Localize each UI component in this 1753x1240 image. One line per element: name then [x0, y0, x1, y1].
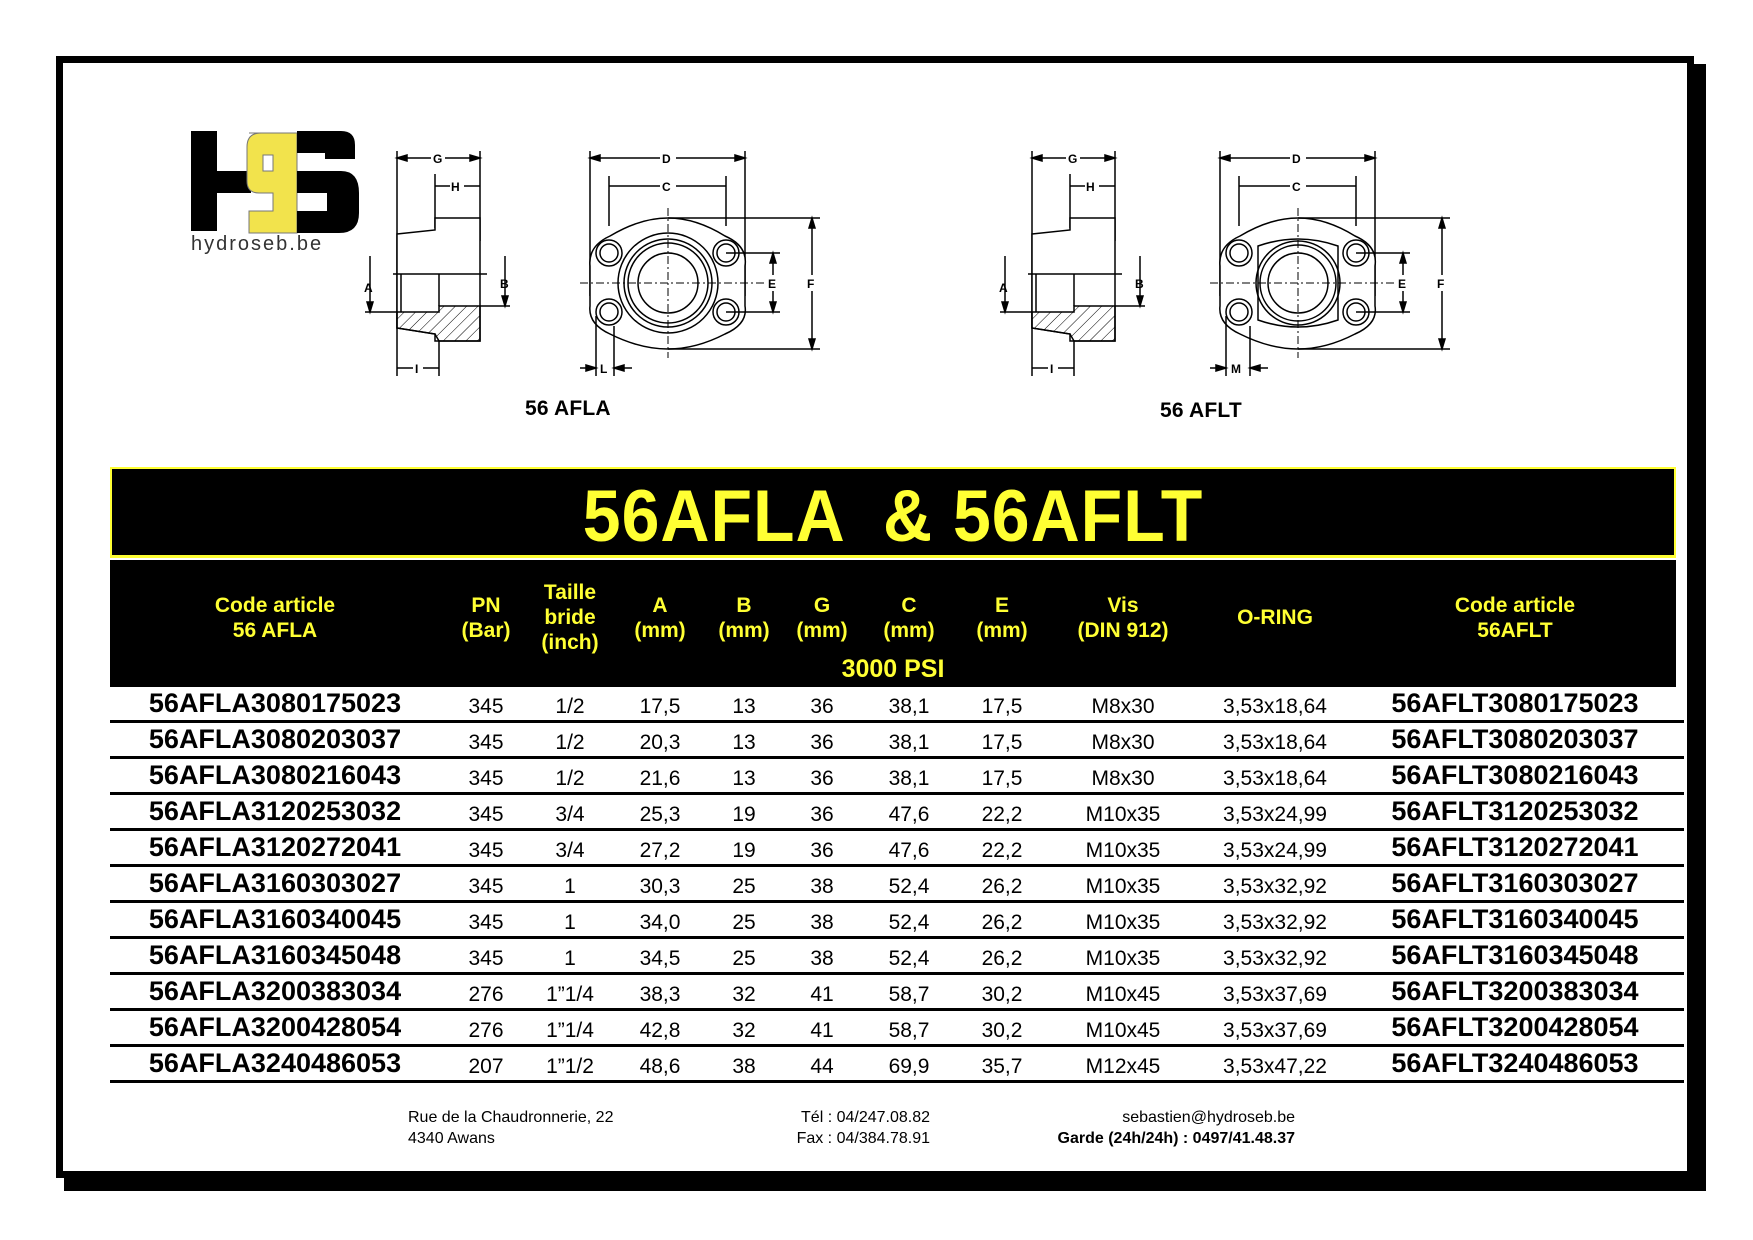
cell-a: 42,8 [639, 1019, 681, 1042]
cell-e: 22,2 [981, 839, 1023, 862]
header-b: B (mm) [718, 593, 770, 642]
cell-taille: 1”1/2 [546, 1055, 594, 1078]
cell-pn: 207 [468, 1055, 504, 1078]
cell-code-aflt: 56AFLT3080175023 [1391, 688, 1639, 718]
cell-oring: 3,53x24,99 [1223, 803, 1327, 826]
cell-pn: 345 [468, 767, 504, 790]
cell-code-afla: 56AFLA3160345048 [148, 940, 402, 970]
cell-e: 17,5 [981, 767, 1023, 790]
cell-vis: M10x35 [1085, 875, 1161, 898]
svg-text:G: G [1068, 152, 1078, 166]
cell-oring: 3,53x37,69 [1223, 1019, 1327, 1042]
cell-a: 30,3 [639, 875, 681, 898]
cell-code-aflt: 56AFLT3160340045 [1391, 904, 1639, 934]
cell-oring: 3,53x37,69 [1223, 983, 1327, 1006]
cell-code-aflt: 56AFLT3240486053 [1391, 1048, 1639, 1078]
cell-a: 17,5 [639, 695, 681, 718]
cell-b: 25 [732, 947, 756, 970]
svg-text:H: H [1086, 180, 1095, 194]
cell-oring: 3,53x18,64 [1223, 695, 1327, 718]
cell-taille: 1 [564, 947, 576, 970]
cell-b: 19 [732, 803, 756, 826]
cell-c: 52,4 [888, 947, 930, 970]
cell-g: 36 [810, 767, 834, 790]
cell-a: 48,6 [639, 1055, 681, 1078]
cell-g: 41 [810, 983, 834, 1006]
cell-taille: 3/4 [555, 839, 585, 862]
cell-b: 19 [732, 839, 756, 862]
cell-a: 25,3 [639, 803, 681, 826]
cell-a: 34,0 [639, 911, 681, 934]
footer-contact [1000, 1107, 1295, 1149]
cell-g: 41 [810, 1019, 834, 1042]
cell-b: 38 [732, 1055, 756, 1078]
cell-taille: 1”1/4 [546, 983, 594, 1006]
cell-e: 17,5 [981, 731, 1023, 754]
header-g: G (mm) [796, 593, 848, 642]
cell-vis: M10x35 [1085, 839, 1161, 862]
cell-c: 58,7 [888, 1019, 930, 1042]
cell-e: 26,2 [981, 875, 1023, 898]
email-link[interactable]: sebastien@hydroseb.be [1122, 1109, 1295, 1126]
fax-number: Fax : 04/384.78.91 [796, 1130, 930, 1147]
cell-vis: M8x30 [1091, 731, 1155, 754]
aflt-side-view-drawing [990, 146, 1165, 381]
svg-text:I: I [1050, 362, 1054, 376]
cell-g: 38 [810, 947, 834, 970]
svg-text:F: F [1437, 277, 1445, 291]
cell-c: 52,4 [888, 911, 930, 934]
header-c: C (mm) [883, 593, 935, 642]
cell-oring: 3,53x24,99 [1223, 839, 1327, 862]
cell-g: 36 [810, 839, 834, 862]
svg-text:E: E [768, 277, 777, 291]
aflt-front-view-drawing [1210, 146, 1470, 381]
svg-text:B: B [500, 277, 509, 291]
header-oring: O-RING [1237, 606, 1313, 629]
cell-code-afla: 56AFLA3160340045 [148, 904, 402, 934]
cell-a: 34,5 [639, 947, 681, 970]
table-title: 56AFLA & 56AFLT [582, 474, 1204, 558]
cell-code-afla: 56AFLA3240486053 [148, 1048, 402, 1078]
cell-pn: 345 [468, 911, 504, 934]
cell-pn: 345 [468, 875, 504, 898]
cell-pn: 276 [468, 1019, 504, 1042]
cell-c: 52,4 [888, 875, 930, 898]
cell-code-aflt: 56AFLT3200383034 [1391, 976, 1639, 1006]
cell-code-afla: 56AFLA3080175023 [148, 688, 402, 718]
hydroseb-logo [191, 129, 363, 259]
logo-site-text: hydroseb.be [191, 233, 324, 255]
pressure-group-label: 3000 PSI [841, 655, 945, 683]
cell-pn: 345 [468, 803, 504, 826]
cell-code-aflt: 56AFLT3080216043 [1391, 760, 1639, 790]
cell-vis: M10x45 [1085, 1019, 1161, 1042]
table-row [110, 687, 1684, 723]
cell-pn: 345 [468, 947, 504, 970]
svg-text:E: E [1398, 277, 1407, 291]
cell-e: 30,2 [981, 1019, 1023, 1042]
table-row [110, 831, 1684, 867]
cell-c: 38,1 [888, 695, 930, 718]
cell-oring: 3,53x32,92 [1223, 875, 1327, 898]
table-row [110, 795, 1684, 831]
cell-taille: 1”1/4 [546, 1019, 594, 1042]
address-line-2: 4340 Awans [408, 1130, 495, 1147]
cell-vis: M10x45 [1085, 983, 1161, 1006]
cell-oring: 3,53x47,22 [1223, 1055, 1327, 1078]
cell-g: 36 [810, 803, 834, 826]
cell-pn: 345 [468, 731, 504, 754]
cell-g: 36 [810, 731, 834, 754]
cell-code-aflt: 56AFLT3080203037 [1391, 724, 1639, 754]
cell-oring: 3,53x32,92 [1223, 947, 1327, 970]
cell-code-afla: 56AFLA3120272041 [148, 832, 402, 862]
cell-a: 27,2 [639, 839, 681, 862]
cell-oring: 3,53x32,92 [1223, 911, 1327, 934]
cell-g: 38 [810, 911, 834, 934]
cell-code-afla: 56AFLA3200383034 [148, 976, 402, 1006]
cell-vis: M10x35 [1085, 803, 1161, 826]
svg-text:H: H [451, 180, 460, 194]
svg-text:L: L [600, 362, 608, 376]
svg-text:G: G [433, 152, 443, 166]
cell-b: 13 [732, 767, 756, 790]
cell-code-aflt: 56AFLT3120253032 [1391, 796, 1639, 826]
header-e: E (mm) [976, 593, 1028, 642]
cell-pn: 345 [468, 695, 504, 718]
header-code-aflt: Code article 56AFLT [1454, 593, 1576, 642]
cell-c: 38,1 [888, 731, 930, 754]
cell-oring: 3,53x18,64 [1223, 767, 1327, 790]
header-taille-bride: Taille bride (inch) [541, 581, 599, 654]
cell-g: 38 [810, 875, 834, 898]
cell-a: 20,3 [639, 731, 681, 754]
cell-e: 17,5 [981, 695, 1023, 718]
svg-text:D: D [662, 152, 671, 166]
afla-front-view-drawing [580, 146, 840, 381]
cell-oring: 3,53x18,64 [1223, 731, 1327, 754]
cell-taille: 1/2 [555, 767, 585, 790]
cell-code-aflt: 56AFLT3160345048 [1391, 940, 1639, 970]
cell-e: 26,2 [981, 911, 1023, 934]
svg-text:D: D [1292, 152, 1301, 166]
table-title-band [110, 467, 1676, 558]
svg-text:A: A [364, 281, 373, 295]
svg-text:C: C [1292, 180, 1301, 194]
svg-text:B: B [1135, 277, 1144, 291]
cell-c: 47,6 [888, 839, 930, 862]
cell-code-afla: 56AFLA3200428054 [148, 1012, 402, 1042]
footer-address [408, 1107, 613, 1149]
cell-taille: 1/2 [555, 695, 585, 718]
cell-code-afla: 56AFLA3080216043 [148, 760, 402, 790]
table-row [110, 939, 1684, 975]
cell-c: 69,9 [888, 1055, 930, 1078]
cell-vis: M10x35 [1085, 947, 1161, 970]
cell-taille: 3/4 [555, 803, 585, 826]
cell-b: 13 [732, 731, 756, 754]
cell-taille: 1 [564, 875, 576, 898]
cell-e: 35,7 [981, 1055, 1023, 1078]
svg-text:C: C [662, 180, 671, 194]
header-code-afla: Code article 56 AFLA [214, 593, 336, 642]
table-row [110, 1011, 1684, 1047]
cell-taille: 1 [564, 911, 576, 934]
address-line-1: Rue de la Chaudronnerie, 22 [408, 1109, 614, 1126]
cell-vis: M12x45 [1085, 1055, 1161, 1078]
cell-c: 38,1 [888, 767, 930, 790]
table-row [110, 1047, 1684, 1083]
svg-text:I: I [415, 362, 419, 376]
cell-code-afla: 56AFLA3120253032 [148, 796, 402, 826]
cell-vis: M8x30 [1091, 695, 1155, 718]
table-row [110, 723, 1684, 759]
cell-code-aflt: 56AFLT3200428054 [1391, 1012, 1639, 1042]
cell-c: 58,7 [888, 983, 930, 1006]
svg-text:M: M [1231, 362, 1241, 376]
table-row [110, 867, 1684, 903]
table-body [110, 687, 1684, 1083]
phone-number: Tél : 04/247.08.82 [801, 1109, 930, 1126]
cell-b: 25 [732, 911, 756, 934]
afla-side-view-drawing [355, 146, 530, 381]
cell-b: 32 [732, 983, 756, 1006]
header-a: A (mm) [634, 593, 686, 642]
cell-e: 26,2 [981, 947, 1023, 970]
cell-g: 36 [810, 695, 834, 718]
header-vis: Vis (DIN 912) [1077, 593, 1169, 642]
cell-a: 21,6 [639, 767, 681, 790]
cell-code-aflt: 56AFLT3120272041 [1391, 832, 1639, 862]
figure-label-aflt: 56 AFLT [1160, 399, 1242, 422]
cell-pn: 345 [468, 839, 504, 862]
cell-code-afla: 56AFLA3080203037 [148, 724, 402, 754]
svg-text:A: A [999, 281, 1008, 295]
cell-e: 22,2 [981, 803, 1023, 826]
table-row [110, 903, 1684, 939]
table-row [110, 975, 1684, 1011]
cell-vis: M10x35 [1085, 911, 1161, 934]
table-row [110, 759, 1684, 795]
cell-vis: M8x30 [1091, 767, 1155, 790]
cell-code-aflt: 56AFLT3160303027 [1391, 868, 1639, 898]
cell-g: 44 [810, 1055, 834, 1078]
cell-b: 25 [732, 875, 756, 898]
cell-e: 30,2 [981, 983, 1023, 1006]
cell-a: 38,3 [639, 983, 681, 1006]
cell-b: 13 [732, 695, 756, 718]
figure-label-afla: 56 AFLA [525, 397, 611, 420]
cell-b: 32 [732, 1019, 756, 1042]
cell-taille: 1/2 [555, 731, 585, 754]
cell-c: 47,6 [888, 803, 930, 826]
emergency-phone: Garde (24h/24h) : 0497/41.48.37 [1057, 1130, 1295, 1147]
footer-phone [780, 1107, 930, 1149]
header-pn: PN (Bar) [461, 593, 511, 642]
cell-code-afla: 56AFLA3160303027 [148, 868, 402, 898]
cell-pn: 276 [468, 983, 504, 1006]
svg-text:F: F [807, 277, 815, 291]
